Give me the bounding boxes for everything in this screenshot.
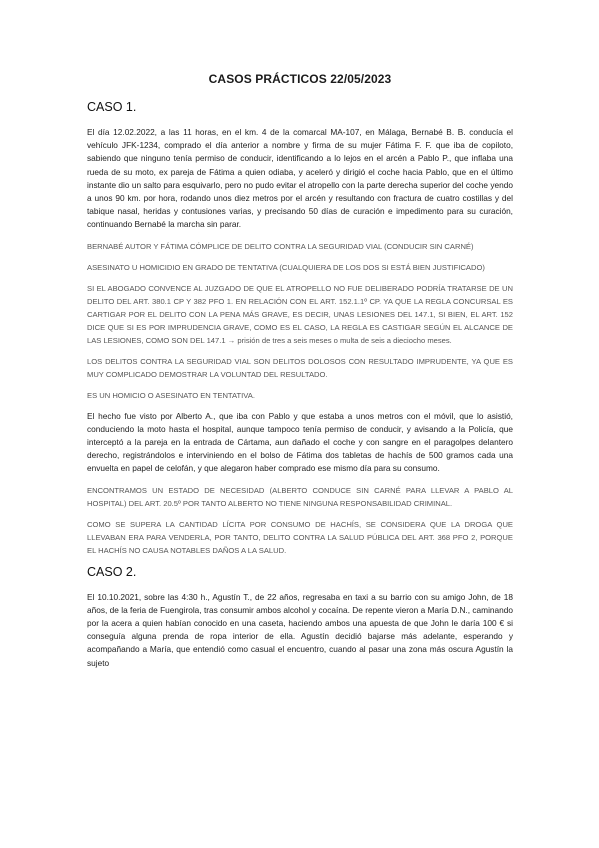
case-1-note: LOS DELITOS CONTRA LA SEGURIDAD VIAL SON DELITOS DOLOSOS CON RESULTADO IMPRUDENTE, YA QUE ES MUY COMPLICADO DEMOSTRAR LA VOLUNTAD DEL RESULTADO. [87, 356, 513, 379]
document-title: CASOS PRÁCTICOS 22/05/2023 [208, 72, 392, 86]
case-1-facts: El día 12.02.2022, a las 11 horas, en el km. 4 de la comarcal MA-107, en Málaga, Bernabé B. B. conducía el vehículo JFK-1234, comprado el día anterior a nombre y firma de su mujer Fátima F. F. que iba de copiloto, sabiendo que ninguno tenía permiso de conducir, identificando a lo lejos en el arcén a Pablo P., que inflaba una rueda de su moto, ex pareja de Fátima a quien odiaba, y aceleró y dirigió el coche hacia Pablo, que en el último instante dio un salto para esquivarlo, pero no pudo evitar el atropello con la parte derecha superior del coche yendo a unos 90 km. por hora, rodando unos diez metros por el arcén y resultando con fractura de cuatro costillas y del tabique nasal, heridas y contusiones varias, y precisando 50 días de curación e impedimento para su curación, continuando Bernabé la marcha sin parar. [87, 127, 513, 230]
case-2-heading: CASO 2. [87, 564, 137, 579]
case-2-facts: El 10.10.2021, sobre las 4:30 h., Agustín T., de 22 años, regresaba en taxi a su barrio con su amigo John, de 18 años, de la feria de Fuengirola, tras consumir ambos alcohol y cocaína. De repente vieron a María D.N., caminando por la acera a quien habían conocido en una caseta, haciendo ambos una apuesta de que John le daría 100 € si conseguía alguna prenda de ropa interior de ella. Agustín decidió bajarse más adelante, esperando y acompañando a María, que entendió como casual el encuentro, cuando al pasar una zona más oscura Agustín la sujeto [87, 591, 513, 668]
case-1-facts-continued: El hecho fue visto por Alberto A., que iba con Pablo y que estaba a unos metros con el móvil, que lo asistió, conduciendo la moto hasta el hospital, aunque tampoco tenía permiso de conducir, y avisando a la Policía, que interceptó a la pareja en la entrada de Cártama, aun dañado el coche y con sangre en el paragolpes delantero derecho, registrándolos e interviniendo en el bolso de Fátima dos tabletas de hachís de 500 gramos cada una envuelta en papel de celofán, y que alegaron haber comprado ese mismo día para su consumo. [87, 410, 513, 474]
case-1-note: ES UN HOMICIO O ASESINATO EN TENTATIVA. [87, 390, 255, 400]
case-1-note: ENCONTRAMOS UN ESTADO DE NECESIDAD (ALBERTO CONDUCE SIN CARNÉ PARA LLEVAR A PABLO AL HOSPITAL) DEL ART. 20.5º POR TANTO ALBERTO NO TIENE NINGUNA RESPONSABILIDAD CRIMINAL. [87, 485, 513, 508]
case-1-note: BERNABÉ AUTOR Y FÁTIMA CÓMPLICE DE DELITO CONTRA LA SEGURIDAD VIAL (CONDUCIR SIN CARNÉ) [87, 241, 474, 251]
case-1-heading: CASO 1. [87, 100, 137, 114]
case-1-note: COMO SE SUPERA LA CANTIDAD LÍCITA POR CONSUMO DE HACHÍS, SE CONSIDERA QUE LA DROGA QUE LLEVABAN ERA PARA VENDERLA, POR TANTO, DELITO CONTRA LA SALUD PÚBLICA DEL ART. 368 PFO 2, PORQUE EL HACHÍS NO CAUSA NOTABLES DAÑOS A LA SALUD. [87, 519, 513, 555]
case-1-note: SI EL ABOGADO CONVENCE AL JUZGADO DE QUE EL ATROPELLO NO FUE DELIBERADO PODRÍA TRATARSE DE UN DELITO DEL ART. 380.1 CP Y 382 PFO 1. EN RELACIÓN CON EL ART. 152.1.1º CP. YA QUE LA REGLA CONCURSAL ES CARTIGAR POR EL DELITO CON LA PENA MÁS GRAVE, ES DECIR, UNAS LESIONES DEL 147.1, SI BIEN, EL ART. 152 DICE QUE SI ES POR IMPRUDENCIA GRAVE, COMO ES EL CASO, LA REGLA ES CASTIGAR SEGÚN EL ALCANCE DE LAS LESIONES, COMO SON DEL 147.1 → prisión de tres a seis meses o multa de seis a dieciocho meses. [87, 283, 513, 345]
case-1-note: ASESINATO U HOMICIDIO EN GRADO DE TENTATIVA (CUALQUIERA DE LOS DOS SI ESTÁ BIEN JUSTIFICADO) [87, 262, 485, 272]
